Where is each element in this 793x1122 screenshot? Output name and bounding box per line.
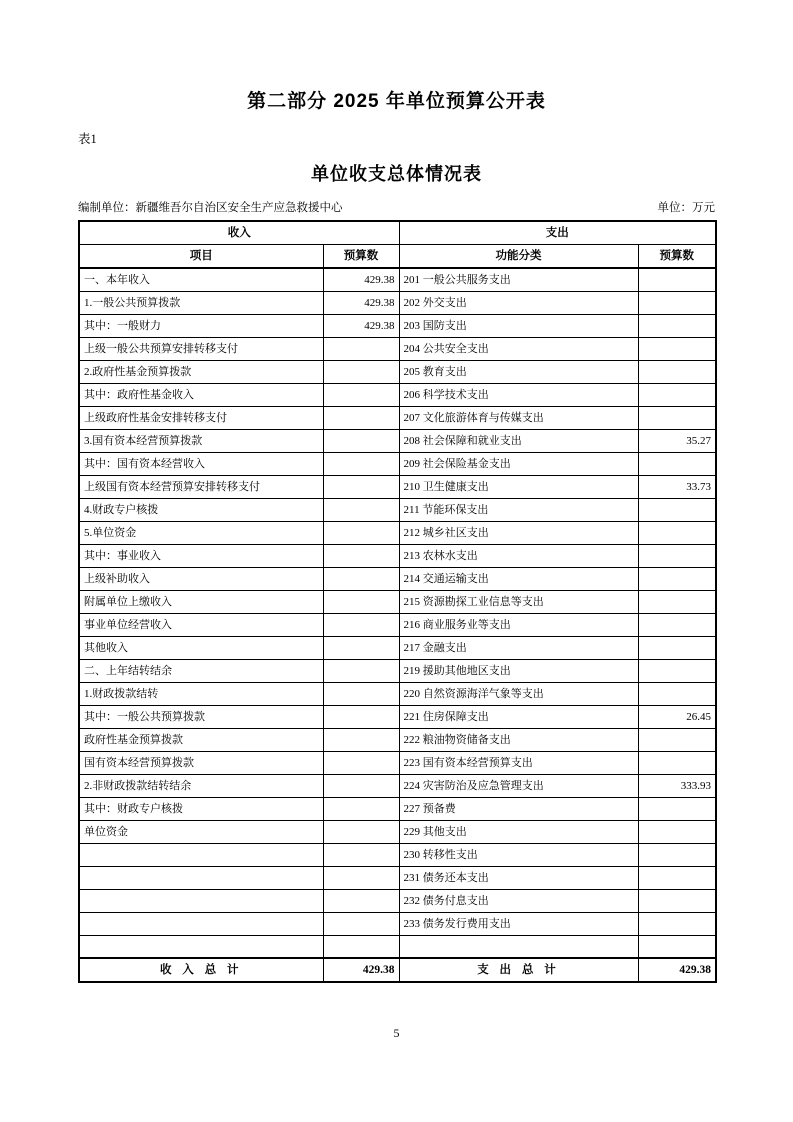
expense-budget-cell <box>638 407 716 430</box>
expense-function-cell: 224 灾害防治及应急管理支出 <box>399 775 638 798</box>
table-label: 表1 <box>78 132 97 146</box>
income-budget-cell <box>323 407 399 430</box>
income-budget-cell <box>323 844 399 867</box>
income-item-cell: 3.国有资本经营预算拨款 <box>79 430 323 453</box>
expense-budget-cell <box>638 844 716 867</box>
expense-function-cell: 210 卫生健康支出 <box>399 476 638 499</box>
col-header-expense-budget: 预算数 <box>638 245 716 269</box>
expense-function-cell <box>399 936 638 958</box>
table-row <box>79 706 716 729</box>
income-item-cell: 5.单位资金 <box>79 522 323 545</box>
income-item-cell <box>79 867 323 890</box>
col-header-function: 功能分类 <box>399 245 638 269</box>
income-item-cell: 二、上年结转结余 <box>79 660 323 683</box>
expense-budget-cell <box>638 614 716 637</box>
col-header-item: 项目 <box>79 245 323 269</box>
income-budget-cell <box>323 867 399 890</box>
table-section-header-row <box>79 221 716 245</box>
income-budget-cell <box>323 522 399 545</box>
table-row <box>79 268 716 292</box>
income-item-cell: 4.财政专户核拨 <box>79 499 323 522</box>
page-number: 5 <box>393 1026 400 1040</box>
expense-budget-cell <box>638 936 716 958</box>
income-item-cell: 单位资金 <box>79 821 323 844</box>
expense-budget-cell <box>638 798 716 821</box>
income-budget-cell: 429.38 <box>323 315 399 338</box>
table-row <box>79 867 716 890</box>
expense-budget-cell <box>638 683 716 706</box>
expense-function-cell: 216 商业服务业等支出 <box>399 614 638 637</box>
table-row <box>79 453 716 476</box>
table-row <box>79 292 716 315</box>
table-body <box>79 268 716 982</box>
income-item-cell: 政府性基金预算拨款 <box>79 729 323 752</box>
expense-function-cell: 223 国有资本经营预算支出 <box>399 752 638 775</box>
income-item-cell: 附属单位上缴收入 <box>79 591 323 614</box>
expense-function-cell: 233 债务发行费用支出 <box>399 913 638 936</box>
table-row <box>79 913 716 936</box>
table-row <box>79 430 716 453</box>
expense-function-cell: 203 国防支出 <box>399 315 638 338</box>
income-item-cell: 一、本年收入 <box>79 268 323 292</box>
income-budget-cell <box>323 453 399 476</box>
expense-function-cell: 227 预备费 <box>399 798 638 821</box>
expense-budget-cell <box>638 522 716 545</box>
expense-function-cell: 207 文化旅游体育与传媒支出 <box>399 407 638 430</box>
income-budget-cell <box>323 338 399 361</box>
income-budget-cell <box>323 798 399 821</box>
table-row <box>79 890 716 913</box>
expense-budget-cell <box>638 499 716 522</box>
expense-budget-cell <box>638 591 716 614</box>
income-item-cell: 2.非财政拨款结转结余 <box>79 775 323 798</box>
expense-budget-cell <box>638 660 716 683</box>
table-row <box>79 315 716 338</box>
expense-budget-cell <box>638 752 716 775</box>
table-meta <box>78 199 715 215</box>
income-item-cell: 1.财政拨款结转 <box>79 683 323 706</box>
expense-function-cell: 208 社会保障和就业支出 <box>399 430 638 453</box>
table-row <box>79 476 716 499</box>
expense-function-cell: 221 住房保障支出 <box>399 706 638 729</box>
income-total-amount: 429.38 <box>323 958 399 982</box>
income-section-header: 收入 <box>79 221 399 245</box>
income-budget-cell <box>323 936 399 958</box>
expense-budget-cell <box>638 637 716 660</box>
expense-budget-cell <box>638 545 716 568</box>
table-row <box>79 798 716 821</box>
expense-budget-cell <box>638 292 716 315</box>
income-item-cell: 上级补助收入 <box>79 568 323 591</box>
income-item-cell: 其中：财政专户核拨 <box>79 798 323 821</box>
table-row <box>79 821 716 844</box>
expense-budget-cell <box>638 821 716 844</box>
income-budget-cell <box>323 660 399 683</box>
income-budget-cell <box>323 683 399 706</box>
income-item-cell: 上级一般公共预算安排转移支付 <box>79 338 323 361</box>
income-item-cell: 其中：政府性基金收入 <box>79 384 323 407</box>
income-item-cell <box>79 936 323 958</box>
income-budget-cell <box>323 706 399 729</box>
expense-function-cell: 217 金融支出 <box>399 637 638 660</box>
income-item-cell: 其中：一般公共预算拨款 <box>79 706 323 729</box>
income-budget-cell <box>323 545 399 568</box>
income-item-cell: 事业单位经营收入 <box>79 614 323 637</box>
table-title: 单位收支总体情况表 <box>311 164 482 184</box>
expense-function-cell: 212 城乡社区支出 <box>399 522 638 545</box>
table-row <box>79 568 716 591</box>
expense-budget-cell: 35.27 <box>638 430 716 453</box>
income-budget-cell <box>323 614 399 637</box>
income-item-cell: 上级政府性基金安排转移支付 <box>79 407 323 430</box>
expense-function-cell: 209 社会保险基金支出 <box>399 453 638 476</box>
table-row <box>79 384 716 407</box>
expense-budget-cell <box>638 729 716 752</box>
income-item-cell: 1.一般公共预算拨款 <box>79 292 323 315</box>
income-budget-cell <box>323 637 399 660</box>
expense-function-cell: 202 外交支出 <box>399 292 638 315</box>
income-item-cell: 上级国有资本经营预算安排转移支付 <box>79 476 323 499</box>
expense-budget-cell: 33.73 <box>638 476 716 499</box>
table-row <box>79 407 716 430</box>
expense-function-cell: 205 教育支出 <box>399 361 638 384</box>
expense-function-cell: 222 粮油物资储备支出 <box>399 729 638 752</box>
income-budget-cell: 429.38 <box>323 292 399 315</box>
expense-function-cell: 206 科学技术支出 <box>399 384 638 407</box>
income-budget-cell <box>323 384 399 407</box>
expense-budget-cell <box>638 315 716 338</box>
expense-budget-cell <box>638 568 716 591</box>
income-item-cell: 其中：国有资本经营收入 <box>79 453 323 476</box>
table-row <box>79 775 716 798</box>
expense-function-cell: 211 节能环保支出 <box>399 499 638 522</box>
page-title: 第二部分 2025 年单位预算公开表 <box>247 91 546 112</box>
expense-budget-cell <box>638 361 716 384</box>
income-item-cell <box>79 890 323 913</box>
table-row <box>79 752 716 775</box>
income-budget-cell <box>323 752 399 775</box>
income-item-cell: 其他收入 <box>79 637 323 660</box>
income-budget-cell <box>323 591 399 614</box>
expense-function-cell: 230 转移性支出 <box>399 844 638 867</box>
table-row <box>79 660 716 683</box>
expense-function-cell: 232 债务付息支出 <box>399 890 638 913</box>
income-item-cell: 其中：一般财力 <box>79 315 323 338</box>
income-budget-cell <box>323 361 399 384</box>
expense-function-cell: 201 一般公共服务支出 <box>399 268 638 292</box>
expense-total-amount: 429.38 <box>638 958 716 982</box>
table-row <box>79 545 716 568</box>
table-row <box>79 499 716 522</box>
expense-budget-cell <box>638 384 716 407</box>
table-row <box>79 522 716 545</box>
expense-budget-cell <box>638 268 716 292</box>
compiling-unit: 编制单位：新疆维吾尔自治区安全生产应急救援中心 <box>78 202 343 214</box>
income-item-cell: 其中：事业收入 <box>79 545 323 568</box>
income-budget-cell <box>323 568 399 591</box>
table-row <box>79 683 716 706</box>
expense-function-cell: 214 交通运输支出 <box>399 568 638 591</box>
income-item-cell: 2.政府性基金预算拨款 <box>79 361 323 384</box>
expense-total-label: 支 出 总 计 <box>399 958 638 982</box>
income-total-label: 收 入 总 计 <box>79 958 323 982</box>
currency-unit: 单位：万元 <box>657 202 715 214</box>
expense-function-cell: 231 债务还本支出 <box>399 867 638 890</box>
income-budget-cell: 429.38 <box>323 268 399 292</box>
table-row <box>79 361 716 384</box>
income-item-cell <box>79 913 323 936</box>
expense-function-cell: 204 公共安全支出 <box>399 338 638 361</box>
table-total-row <box>79 958 716 982</box>
expense-budget-cell: 333.93 <box>638 775 716 798</box>
income-budget-cell <box>323 821 399 844</box>
table-row <box>79 729 716 752</box>
table-row <box>79 614 716 637</box>
budget-table <box>78 220 717 983</box>
table-column-header-row <box>79 245 716 269</box>
table-row <box>79 936 716 958</box>
expense-budget-cell <box>638 867 716 890</box>
expense-budget-cell <box>638 913 716 936</box>
expense-function-cell: 229 其他支出 <box>399 821 638 844</box>
table-row <box>79 637 716 660</box>
income-budget-cell <box>323 729 399 752</box>
expense-budget-cell: 26.45 <box>638 706 716 729</box>
expense-function-cell: 215 资源勘探工业信息等支出 <box>399 591 638 614</box>
col-header-income-budget: 预算数 <box>323 245 399 269</box>
expense-function-cell: 213 农林水支出 <box>399 545 638 568</box>
income-budget-cell <box>323 476 399 499</box>
income-item-cell <box>79 844 323 867</box>
expense-budget-cell <box>638 890 716 913</box>
income-budget-cell <box>323 913 399 936</box>
table-row <box>79 338 716 361</box>
income-item-cell: 国有资本经营预算拨款 <box>79 752 323 775</box>
expense-function-cell: 219 援助其他地区支出 <box>399 660 638 683</box>
expense-function-cell: 220 自然资源海洋气象等支出 <box>399 683 638 706</box>
income-budget-cell <box>323 499 399 522</box>
expense-budget-cell <box>638 453 716 476</box>
income-budget-cell <box>323 430 399 453</box>
table-row <box>79 844 716 867</box>
income-budget-cell <box>323 890 399 913</box>
income-budget-cell <box>323 775 399 798</box>
table-row <box>79 591 716 614</box>
expense-section-header: 支出 <box>399 221 716 245</box>
expense-budget-cell <box>638 338 716 361</box>
